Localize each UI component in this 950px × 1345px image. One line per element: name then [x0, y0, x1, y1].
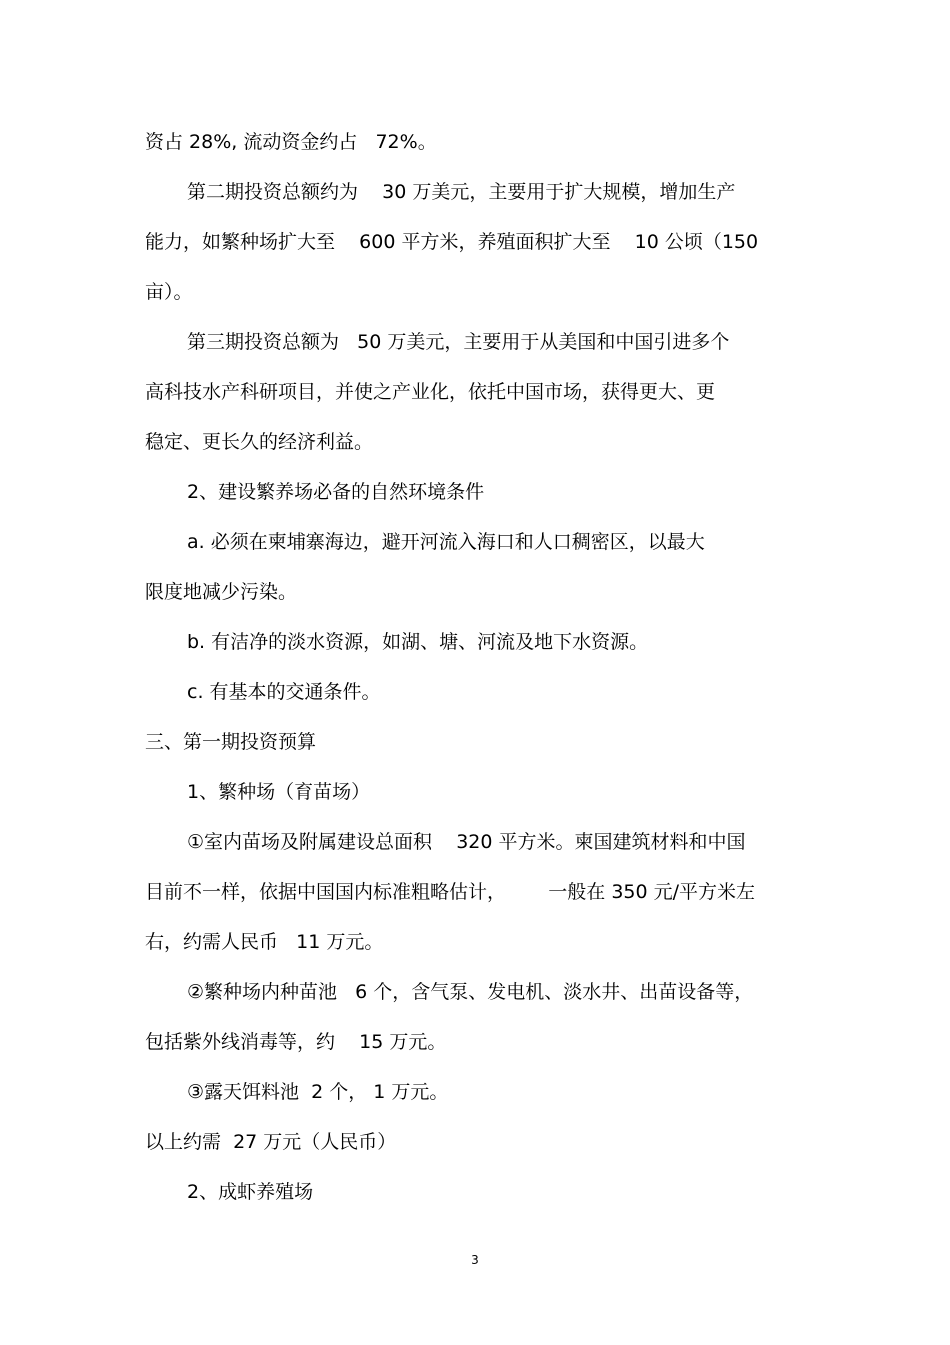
text-line-20: ③露天饵料池 2 个， 1 万元。 — [187, 1081, 449, 1103]
text-line-17: 右，约需人民币 11 万元。 — [145, 931, 384, 953]
text-line-16: 目前不一样，依据中国国内标准粗略估计， 一般在 350 元/平方米左 — [145, 881, 756, 903]
text-line-7: 稳定、更长久的经济利益。 — [145, 431, 374, 453]
text-line-18: ②繁种场内种苗池 6 个，含气泵、发电机、淡水井、出苗设备等， — [187, 981, 754, 1003]
text-line-6: 高科技水产科研项目，并使之产业化，依托中国市场，获得更大、更 — [145, 381, 716, 403]
text-line-3: 能力，如繁种场扩大至 600 平方米，养殖面积扩大至 10 公顷（150 — [145, 231, 759, 253]
section-heading-3: 三、第一期投资预算 — [145, 731, 317, 753]
text-line-2: 第二期投资总额约为 30 万美元，主要用于扩大规模，增加生产 — [187, 181, 736, 203]
text-line-12: c. 有基本的交通条件。 — [187, 681, 381, 703]
text-line-9: a. 必须在柬埔寨海边，避开河流入海口和人口稠密区，以最大 — [187, 531, 705, 553]
text-line-4: 亩）。 — [145, 281, 193, 303]
page-number: 3 — [471, 1253, 479, 1267]
text-line-10: 限度地减少污染。 — [145, 581, 298, 603]
text-line-21: 以上约需 27 万元（人民币） — [145, 1131, 397, 1153]
text-line-1: 资占 28%, 流动资金约占 72%。 — [145, 131, 437, 153]
text-line-5: 第三期投资总额为 50 万美元，主要用于从美国和中国引进多个 — [187, 331, 730, 353]
text-line-19: 包括紫外线消毒等，约 15 万元。 — [145, 1031, 447, 1053]
subsection-heading-1: 1、繁种场（育苗场） — [187, 781, 371, 803]
section-heading-2: 2、建设繁养场必备的自然环境条件 — [187, 481, 485, 503]
text-line-15: ①室内苗场及附属建设总面积 320 平方米。柬国建筑材料和中国 — [187, 831, 746, 853]
text-line-11: b. 有洁净的淡水资源，如湖、塘、河流及地下水资源。 — [187, 631, 649, 653]
subsection-heading-2: 2、成虾养殖场 — [187, 1181, 314, 1203]
